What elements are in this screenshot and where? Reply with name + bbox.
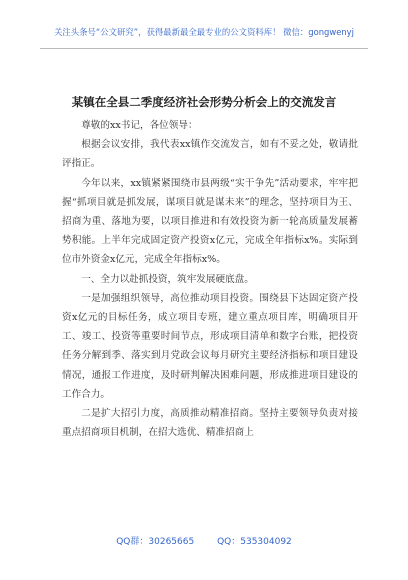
document-body — [62, 116, 358, 442]
header-note: 关注头条号“公文研究”，获得最新最全最专业的公文资料库！ 微信：gongwenyj — [54, 27, 354, 37]
salutation: 尊敬的xx书记，各位领导： — [81, 120, 198, 131]
paragraph-point-2: 二是扩大招引力度，高质推动精准招商。坚持主要领导负责对接重点招商项目机制，在招大选优、精准招商上 — [62, 408, 358, 439]
footer-qq-group: QQ群：30265665 — [116, 537, 195, 547]
paragraph-intro: 根据会议安排，我代表xx镇作交流发言，如有不妥之处，敬请批评指正。 — [62, 139, 358, 170]
paragraph-point-1: 一是加强组织领导，高位推动项目投资。围绕县下达固定资产投资x亿元的目标任务，成立项目专班，建立重点项目库，明确项目开工、竣工、投资等重要时间节点，形成项目清单和数字台账，把投资任务分解到季、落实到月党政会议每月研究主要经济指标和项目建设情况，通报工作进度，及时研判解决困难问题，形成推进项目建设的工作合力。 — [62, 292, 358, 400]
header-divider — [40, 48, 368, 49]
paragraph-overview: 今年以来，xx镇紧紧围绕市县两级“实干争先”活动要求，牢牢把握“抓项目就是抓发展，谋项目就是谋未来”的理念，坚持项目为王、招商为重、落地为要，以项目推进和有效投资为新一轮高质量发展蓄势积能。上半年完成固定资产投资x亿元，完成全年指标x%。实际到位市外资金x亿元，完成全年指标x%。 — [62, 177, 358, 266]
footer-contact — [0, 534, 408, 547]
section-heading-1: 一、全力以赴抓投资，筑牢发展硬底盘。 — [81, 273, 254, 285]
document-title: 某镇在全县二季度经济社会形势分析会上的交流发言 — [71, 95, 337, 109]
footer-qq: QQ：535304092 — [217, 537, 292, 547]
